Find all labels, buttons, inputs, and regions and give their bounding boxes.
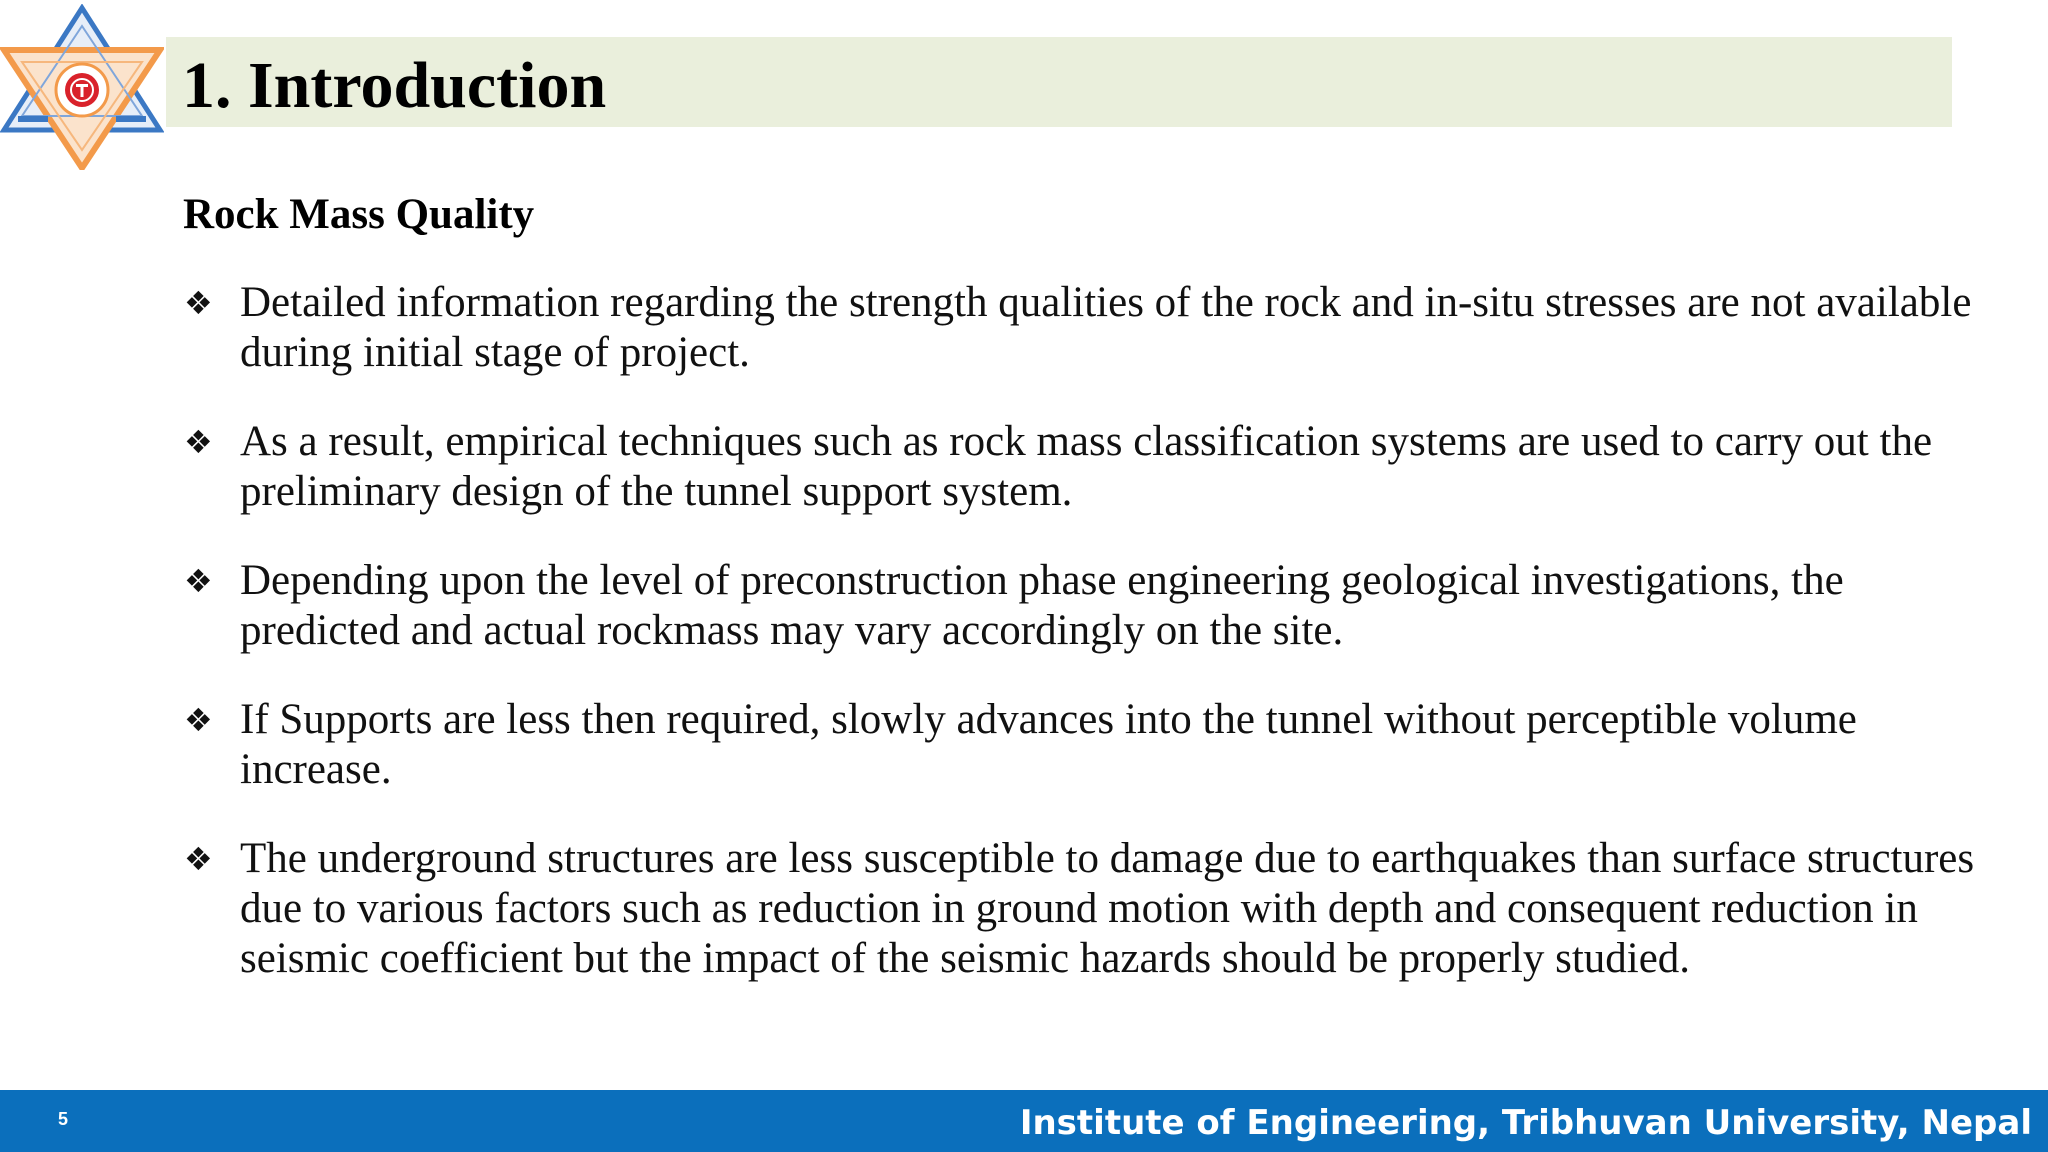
bullet-text: As a result, empirical techniques such as rock mass classification systems are used to carry out the preliminary design of the tunnel support system. xyxy=(240,418,1933,515)
page-number: 5 xyxy=(58,1109,69,1129)
diamond-bullet-icon: ❖ xyxy=(184,701,213,739)
bullet-text: The underground structures are less susceptible to damage due to earthquakes than surface structures due to various factors such as reduction in ground motion with depth and consequent reduction in seismic coefficient but the impact of the seismic hazards should be properly studied. xyxy=(240,835,1975,982)
footer-institution: Institute of Engineering, Tribhuvan University, Nepal xyxy=(1019,1103,2032,1143)
section-heading: Rock Mass Quality xyxy=(183,191,535,238)
slide-title: 1. Introduction xyxy=(182,49,607,122)
bullet-item xyxy=(180,556,1980,656)
bullet-text: Detailed information regarding the strength qualities of the rock and in-situ stresses are not available during initial stage of project. xyxy=(240,279,1972,376)
bullet-item xyxy=(180,278,1980,378)
bullet-list xyxy=(180,278,1980,1023)
diamond-bullet-icon: ❖ xyxy=(184,423,213,461)
diamond-bullet-icon: ❖ xyxy=(184,562,213,600)
bullet-text: If Supports are less then required, slowly advances into the tunnel without perceptible volume increase. xyxy=(240,696,1857,793)
bullet-item xyxy=(180,417,1980,517)
university-emblem-icon xyxy=(0,4,164,170)
diamond-bullet-icon: ❖ xyxy=(184,840,213,878)
diamond-bullet-icon: ❖ xyxy=(184,284,213,322)
bullet-item xyxy=(180,834,1980,984)
bullet-item xyxy=(180,695,1980,795)
bullet-text: Depending upon the level of preconstruction phase engineering geological investigations, the predicted and actual rockmass may vary accordingly on the site. xyxy=(240,557,1844,654)
